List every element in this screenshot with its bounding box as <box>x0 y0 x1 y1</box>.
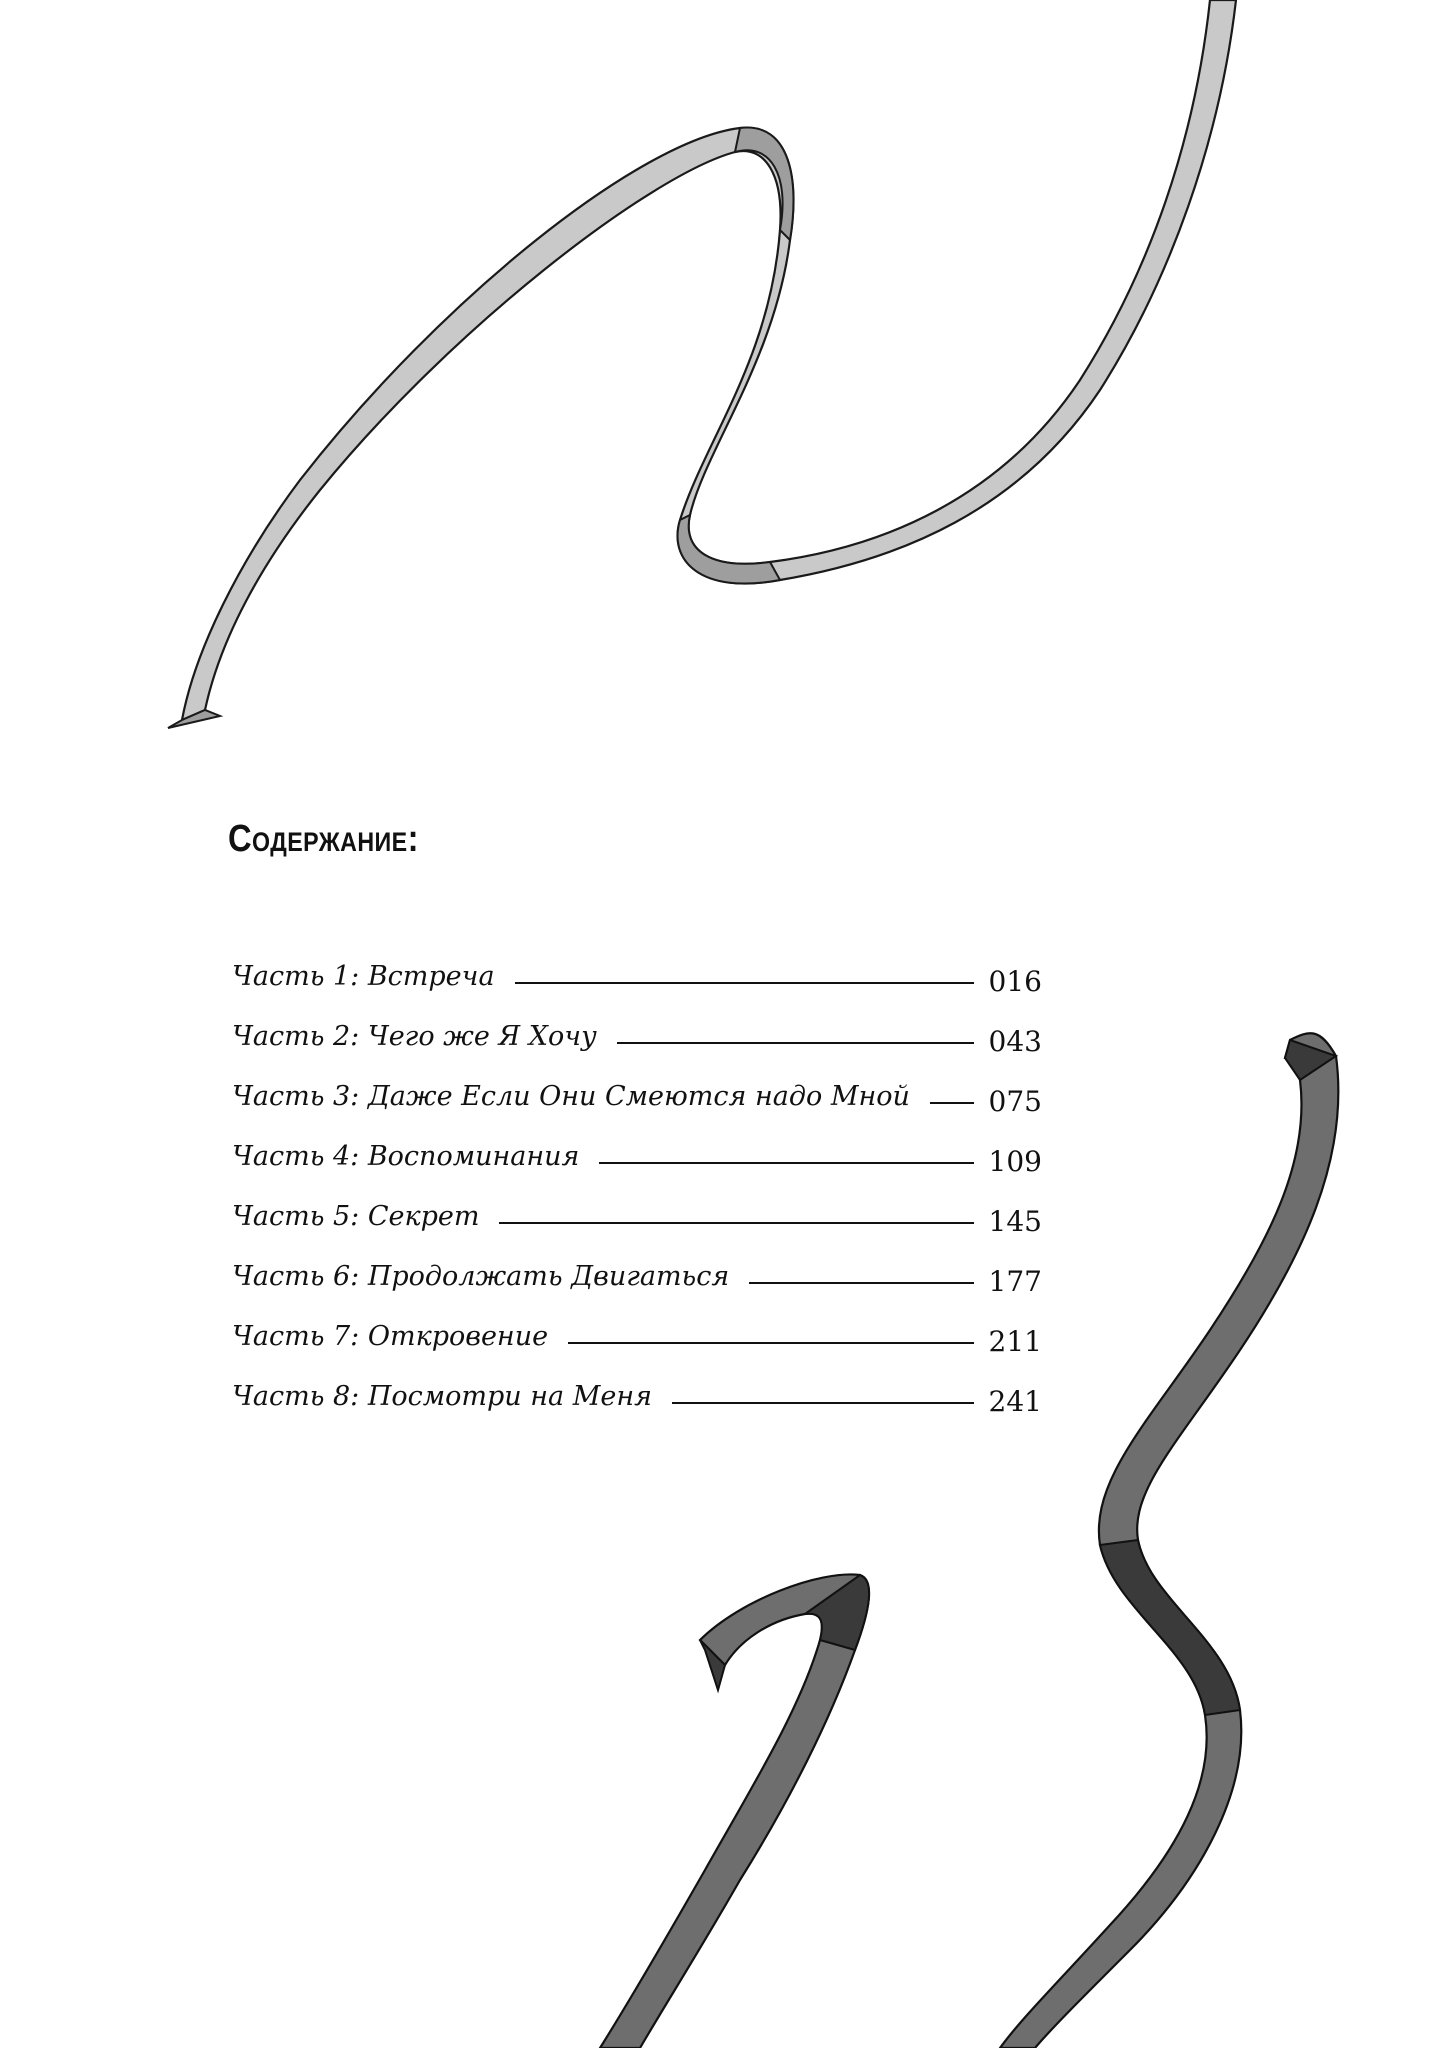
toc-entry[interactable] <box>232 942 1042 1002</box>
toc-entry-label: Часть 1: Встреча <box>232 961 495 992</box>
toc-entry[interactable] <box>232 1002 1042 1062</box>
toc-leader-line <box>515 982 974 984</box>
toc-entry-label: Часть 6: Продолжать Двигаться <box>232 1261 730 1292</box>
toc-entry-label: Часть 5: Секрет <box>232 1201 480 1232</box>
toc-entry-page: 016 <box>988 965 1042 998</box>
toc-entry-label: Часть 2: Чего же Я Хочу <box>232 1021 597 1052</box>
toc-title: Содержание: <box>228 818 419 860</box>
toc-entry-label: Часть 8: Посмотри на Меня <box>232 1381 653 1412</box>
toc-entry-page: 241 <box>988 1385 1042 1418</box>
toc-entry-page: 075 <box>988 1085 1042 1118</box>
toc-entry[interactable] <box>232 1362 1042 1422</box>
toc-leader-line <box>930 1102 974 1104</box>
toc-leader-line <box>599 1162 974 1164</box>
toc-entry-label: Часть 4: Воспоминания <box>232 1141 580 1172</box>
toc-entry-page: 211 <box>988 1325 1042 1358</box>
bottom-ribbon <box>600 1574 869 2048</box>
toc-entry[interactable] <box>232 1062 1042 1122</box>
toc-leader-line <box>672 1402 974 1404</box>
toc-entry-page: 109 <box>988 1145 1042 1178</box>
toc-entry-page: 043 <box>988 1025 1042 1058</box>
toc-entry-label: Часть 3: Даже Если Они Смеются надо Мной <box>232 1081 910 1112</box>
toc-entry[interactable] <box>232 1302 1042 1362</box>
top-ribbon <box>168 0 1236 728</box>
toc-leader-line <box>568 1342 974 1344</box>
right-ribbon <box>1000 1033 1338 2048</box>
toc-entry-page: 145 <box>988 1205 1042 1238</box>
toc-leader-line <box>617 1042 974 1044</box>
toc-entry-label: Часть 7: Откровение <box>232 1321 549 1352</box>
toc-entry[interactable] <box>232 1182 1042 1242</box>
toc-leader-line <box>749 1282 974 1284</box>
toc-entry[interactable] <box>232 1122 1042 1182</box>
toc-leader-line <box>499 1222 974 1224</box>
toc-entry-page: 177 <box>988 1265 1042 1298</box>
toc-list <box>232 942 1042 1422</box>
toc-entry[interactable] <box>232 1242 1042 1302</box>
